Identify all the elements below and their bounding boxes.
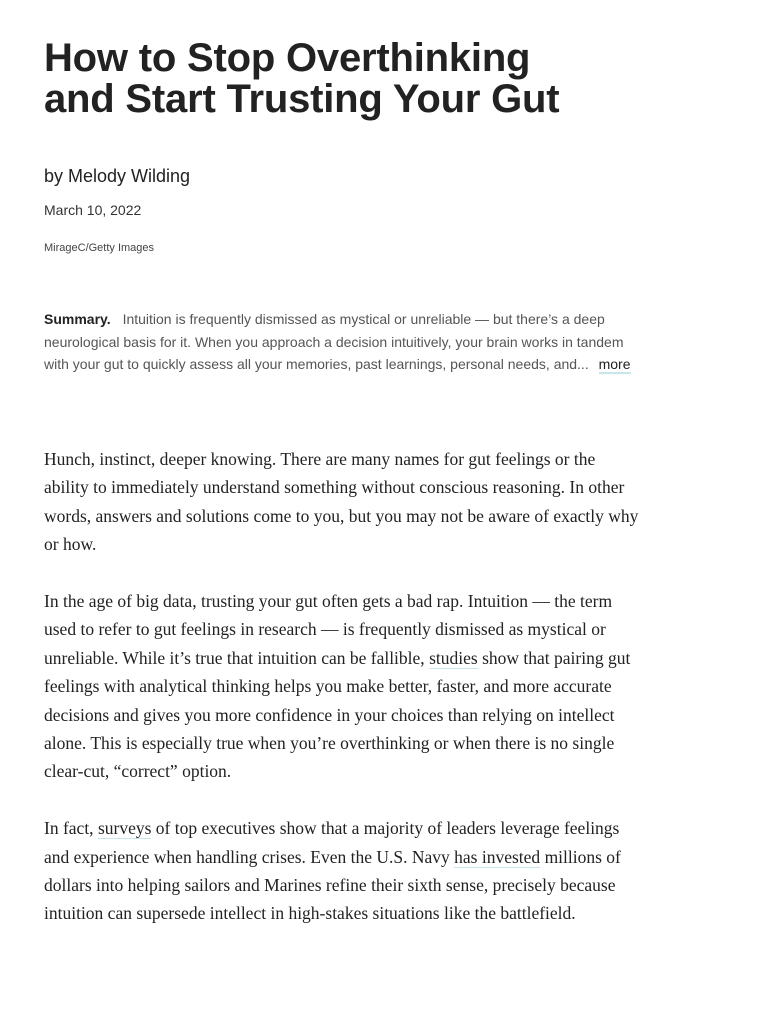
publish-date: March 10, 2022: [44, 202, 142, 218]
paragraph-2-text-a: In the age of big data, trusting your gut often gets a bad rap. Intuition — the term used to refer to gut feelings in research — is frequently dismissed as mystical or unreliable. While it’s true that intuition can be fallible,: [44, 591, 613, 668]
paragraph-3-text-a: In fact,: [44, 818, 98, 839]
article-title: How to Stop Overthinking and Start Trusting Your Gut: [44, 36, 560, 121]
studies-link[interactable]: studies: [429, 647, 478, 668]
article-byline: by Melody Wilding: [44, 166, 191, 186]
paragraph-2-text-b: show that pairing gut feelings with analytical thinking helps you make better, faster, and more accurate decisions and gives you more confidence in your choices than relying on intellect alone. This is especially true when you’re overthinking or when there is no single clear-cut, “correct” option.: [44, 647, 631, 782]
paragraph-1: Hunch, instinct, deeper knowing. There are many names for gut feelings or the ability to immediately understand something without conscious reasoning. In other words, answers and solutions come to you, but you may not be aware of exactly why or how.: [44, 449, 639, 555]
article-summary: [44, 308, 644, 376]
has-invested-link[interactable]: has invested: [454, 846, 541, 867]
summary-text: Intuition is frequently dismissed as mystical or unreliable — but there’s a deep neurological basis for it. When you approach a decision intuitively, your brain works in tandem with your gut to quickly assess all your memories, past learnings, personal needs, and...: [44, 311, 624, 372]
paragraph-3-text-c: millions of dollars into helping sailors and Marines refine their sixth sense, precisely because intuition can supersede intellect in high-stakes situations like the battlefield.: [44, 846, 621, 924]
summary-label: Summary.: [44, 311, 111, 327]
paragraph-3-text-b: of top executives show that a majority of leaders leverage feelings and experience when handling crises. Even the U.S. Navy: [44, 818, 620, 867]
paragraph-2: [44, 587, 644, 786]
paragraph-3: [44, 814, 644, 928]
summary-more-link[interactable]: more: [598, 356, 631, 372]
surveys-link[interactable]: surveys: [97, 818, 152, 839]
image-credit: MirageC/Getty Images: [44, 242, 155, 254]
article-body: [44, 445, 644, 956]
